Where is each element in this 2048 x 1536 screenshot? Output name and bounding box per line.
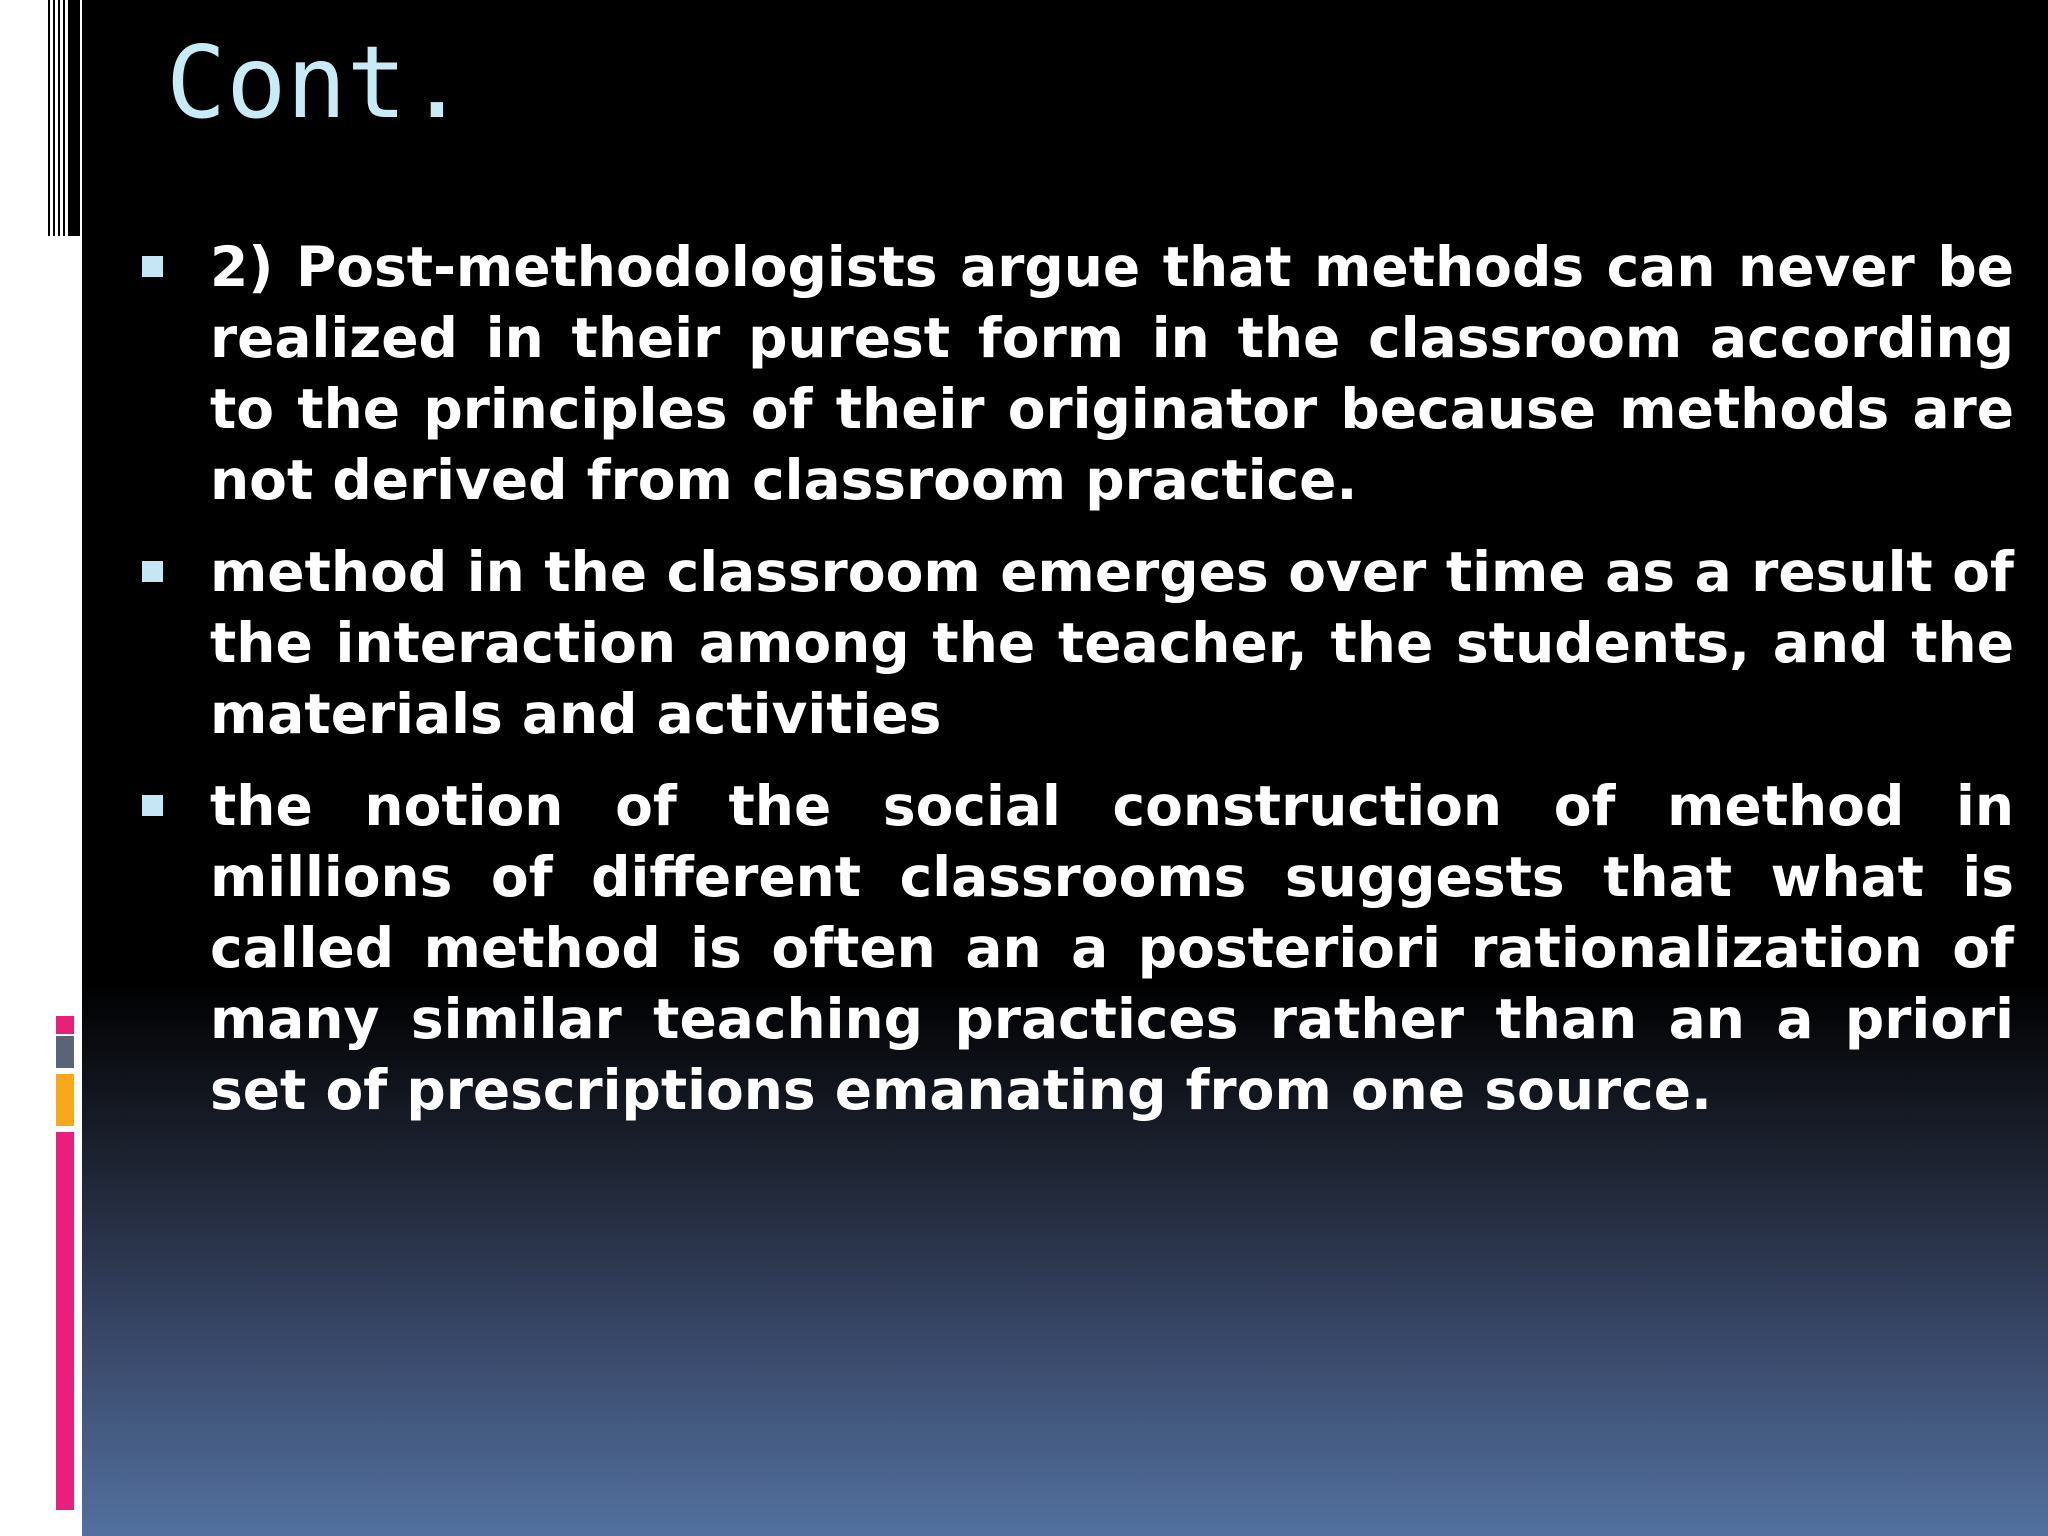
square-bullet-icon — [142, 256, 163, 277]
accent-bar-orange — [56, 1074, 74, 1126]
bullet-item — [134, 232, 2014, 516]
accent-bar-pink-small — [56, 1016, 74, 1034]
square-bullet-icon — [142, 795, 163, 816]
square-bullet-icon — [142, 561, 163, 582]
stripe-solid-bar — [70, 0, 80, 236]
bullet-list — [134, 232, 2014, 1147]
bullet-text: method in the classroom emerges over time as a result of the interaction among the teacher, the students, and the materials and activities — [210, 540, 2014, 746]
left-decoration-strip — [0, 0, 82, 1536]
slide-title: Cont. — [166, 24, 468, 141]
bullet-text: 2) Post-methodologists argue that methods can never be realized in their purest form in the classroom according to the principles of their originator because methods are not derived from classroom practice. — [210, 235, 2014, 512]
bullet-item — [134, 771, 2014, 1126]
vertical-stripes-decoration — [48, 0, 80, 236]
accent-bar-pink — [56, 1132, 74, 1510]
slide-content-area — [82, 0, 2048, 1536]
accent-bar-gray — [56, 1036, 74, 1068]
bullet-item — [134, 537, 2014, 750]
bullet-text: the notion of the social construction of method in millions of different classrooms suggests that what is called method is often an a posteriori rationalization of many similar teaching practices rather than an a priori set of prescriptions emanating from one source. — [210, 774, 2014, 1122]
